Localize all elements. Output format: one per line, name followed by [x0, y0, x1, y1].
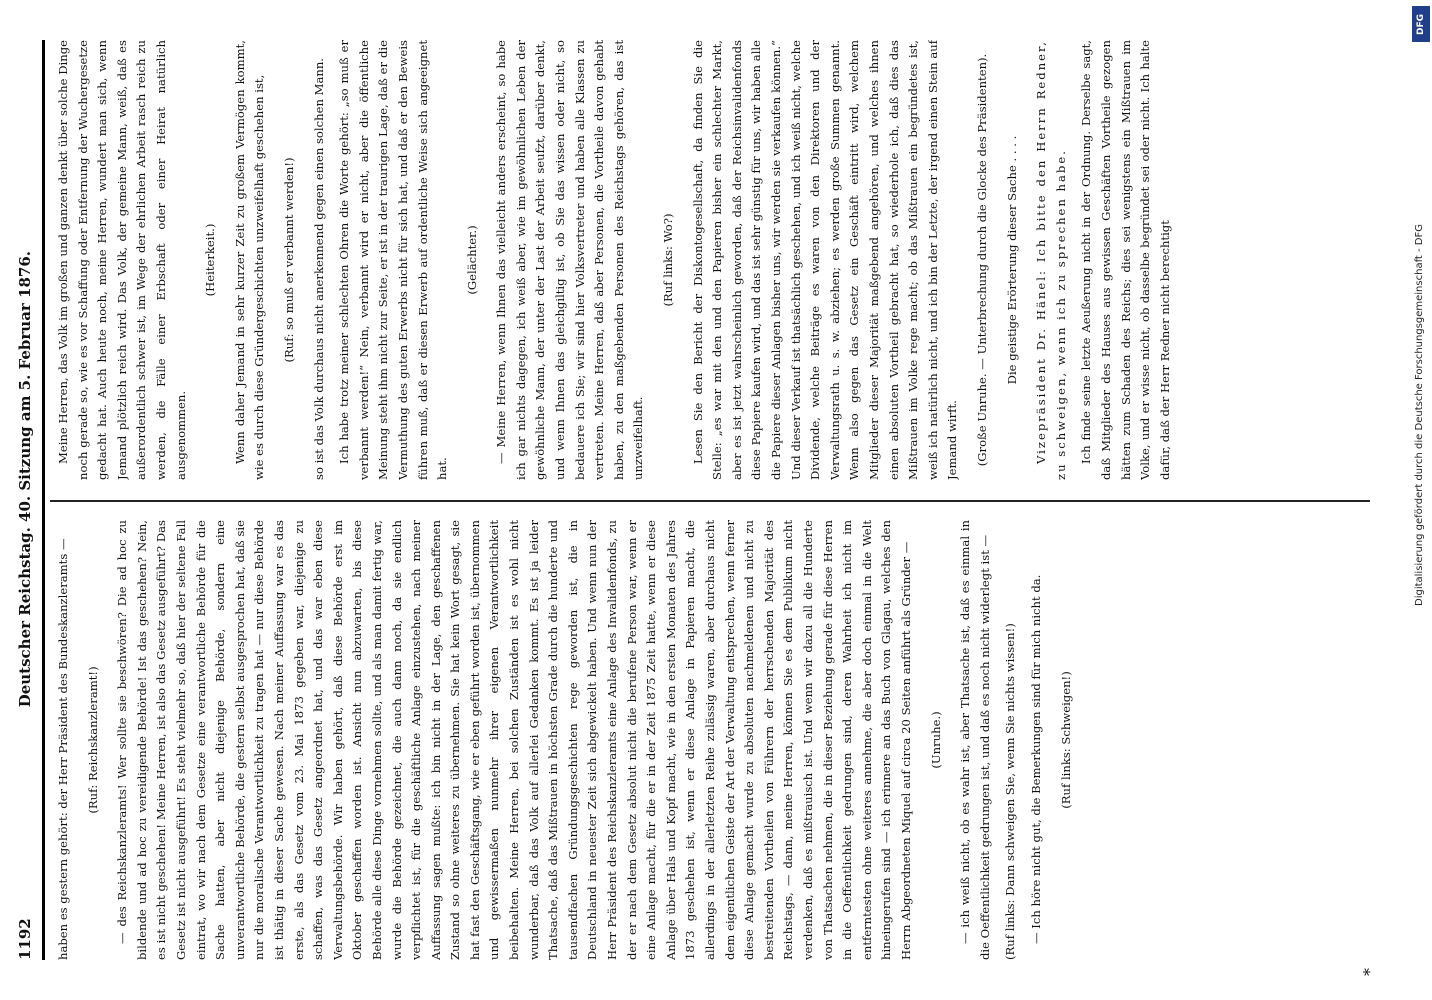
interjection: (Gelächter.): [464, 225, 479, 295]
interjection: (Ruf links: Dann schweigen Sie, wenn Sie nichts wissen!): [1003, 623, 1018, 960]
paragraph: — ich weiß nicht, ob es wahr ist, aber Thatsache ist, daß es einmal in die Oeffentlichkeit gedrungen ist, und daß es noch nicht widerlegt ist —: [958, 520, 992, 960]
right-column: [54, 40, 1374, 480]
paragraph: so ist das Volk durchaus nicht anerkennend gegen einen solchen Mann.: [311, 58, 326, 480]
interjection: (Ruf: Reichskanzleramt!): [85, 666, 100, 814]
column-divider: [50, 500, 1370, 502]
paragraph: Ich finde seine letzte Aeußerung nicht in der Ordnung. Derselbe sagt, daß Mitglieder des Hauses aus gewissen Geschäften Vortheile gezogen hätten zum Schaden des Reichs; dies sei wenigstens ein Mißtrauen im Volke, und er wisse nicht, ob dasselbe begründet sei oder nicht. Ich halte dafür, daß der Herr Redner nicht berechtigt: [1079, 40, 1172, 480]
star-mark: *: [1360, 968, 1379, 976]
page-number: 1192: [16, 918, 34, 960]
digitization-sidebar: [1410, 0, 1432, 1000]
interjection: (Große Unruhe. — Unterbrechung durch die Glocke des Präsidenten).: [974, 53, 989, 467]
dfg-logo-icon: DFG: [1412, 6, 1430, 42]
interjection: (Heiterkeit.): [203, 223, 218, 297]
paragraph: Wenn daher Jemand in sehr kurzer Zeit zu großem Vermögen kommt, wie es durch diese Gründergeschichten unzweifelhaft geschehen ist,: [232, 40, 267, 480]
interjection: (Ruf links: Schweigen!): [1058, 671, 1073, 809]
paragraph: Meine Herren, das Volk im großen und ganzen denkt über solche Dinge noch gerade so, wie es vor Schaffung oder Entfernung der Wuchergesetze gedacht hat. Auch heute noch, meine Herren, wundert man sich, wenn Jemand plötzlich reich wird. Das Volk, der gemeine Mann, weiß, daß es außerordentlich schwer ist, im Wege der ehrlichen Arbeit rasch reich zu werden, die Fälle einer Erbschaft oder einer Heirat natürlich ausgenommen.: [56, 40, 188, 480]
paragraph: — Ich höre nicht gut, die Bemerkungen sind für mich nicht da.: [1028, 574, 1043, 944]
session-title: Deutscher Reichstag. 40. Sitzung am 5. Februar 1876.: [16, 250, 34, 708]
page-header: [16, 40, 38, 960]
paragraph: Lesen Sie den Bericht der Diskontogesellschaft, da finden Sie die Stelle: „es war mit den und den Papieren bisher ein schlechter Markt, aber es ist jetzt wahrscheinlich geworden, daß der Reichsinvalidenfonds diese Papiere kaufen wird, und das ist sehr günstig für uns, wir haben alle die Papiere dieser Anlagen bisher uns, wir werden sie verkaufen können.“ Und dieser Verkauf ist thatsächlich geschehen, und ich weiß nicht, welche Dividende, welche Beiträge es waren von den Direktoren und der Verwaltungsrath u. s. w. abziehen; es werden große Summen genannt. Wenn also gegen das Gesetz ein Geschäft eintritt wird, welchem Mitglieder dieser Majorität maßgebend angehören, und welches ihnen einen absoluten Vortheil gebracht hat, so wiederhole ich, daß dies das Mißtrauen im Volke rege macht; ob das Mißtrauen ein begründetes ist, weiß ich natürlich nicht, und ich bin der Letzte, der irgend einen Stein auf Jemand wirft.: [690, 40, 960, 480]
speaker-paragraph: Vizepräsident Dr. Hänel: Ich bitte den Herrn Redner, zu schweigen, wenn ich zu sprechen habe.: [1034, 40, 1068, 480]
paragraph: — Meine Herren, wenn Ihnen das vielleicht anders erscheint, so habe ich gar nichts dagegen, ich weiß aber, wie im gewöhnlichen Leben der gewöhnliche Mann, der unter der Last der Arbeit seufzt, darüber denkt, und wenn Ihnen das gleichgiltig ist, ob Sie das wissen oder nicht, so bedauere ich Sie; wir sind hier Volksvertreter und haben alle Klassen zu vertreten. Meine Herren, daß aber Personen, die Vortheile davon gehabt haben, zu den maßgebenden Personen des Reichstags gehören, das ist unzweifelhaft.: [494, 40, 646, 480]
left-column: [54, 520, 1374, 960]
digitization-credit: Digitalisierung gefördert durch die Deutsche Forschungsgemeinschaft - DFG: [1414, 223, 1425, 606]
paragraph: — des Reichskanzleramts! Wer sollte sie beschwören? Die ad hoc zu bildende und ad hoc zu vereidigende Behörde! Ist das geschehen? Nein, es ist nicht geschehen! Meine Herren, ist also das Gesetz ausgeführt? Das Gesetz ist nicht ausgeführt! Es steht vielmehr so, daß hier der seltene Fall eintrat, wo wir nach dem Gesetze eine verantwortliche Behörde für die Sache hatten, aber nicht diejenige Behörde, sondern eine unverantwortliche Behörde, die gestern selbst ausgesprochen hat, daß sie nur die moralische Verantwortlichkeit zu tragen hat — nur diese Behörde ist thätig in dieser Sache gewesen. Nach meiner Auffassung war es das erste, als das Gesetz vom 23. Mai 1873 gegeben war, diejenige zu schaffen, was das Gesetz angeordnet hat, und das war eben diese Verwaltungsbehörde. Wir haben gehört, daß diese Behörde erst im Oktober geschaffen worden ist. Ansicht nun abzuwarten, bis diese Behörde alle diese Dinge vornehmen sollte, und als man damit fertig war, wurde die Behörde gezeichnet, die auch dann noch, da sie endlich verpflichtet ist, für die geschäftliche Anlage einzustehen, nach meiner Auffassung sagen mußte: ich bin nicht in der Lage, den geschaffenen Zustand so ohne weiteres zu übernehmen. Sie hat kein Wort gesagt, sie hat fast den Geschäftsgang, wie er eben geführt worden ist, übernommen und gewissermaßen nunmehr ihrer eigenen Verantwortlichkeit beibehalten. Meine Herren, bei solchen Zuständen ist es wohl nicht wunderbar, daß das Volk auf allerlei Gedanken kommt. Es ist ja leider Thatsache, daß das Mißtrauen in höchsten Grade durch die hunderte und tausendfachen Gründungsgeschichten rege geworden ist, die in Deutschland in neuester Zeit sich abgewickelt haben. Und wenn nun der Herr Präsident des Reichskanzleramts eine Anlage des Invalidenfonds, zu der er nach dem Gesetz absolut nicht die berufene Person war, wenn er eine Anlage macht, für die er in der Zeit 1875 Zeit hatte, wenn er diese Anlage über Hals und Kopf macht, wie in den ersten Monaten des Jahres 1873 geschehen ist, wenn er diese Anlage in Papieren macht, die allerdings in der allerletzten Reihe zulässig waren, aber durchaus nicht dem eigentlichen Geiste der Art der Verwaltung entsprechen, wenn ferner diese Anlage gemacht wurde zu absoluten nachmeldenen und nicht zu bestreitenden Vortheilen von Führern der herrschenden Majorität des Reichstags, — dann, meine Herren, können Sie es dem Publikum nicht verdenken, daß es mißtrauisch ist. Und wenn wir dazu all die Hunderte von Thatsachen nehmen, die in dieser Beziehung gerade für diese Herren in die Oeffentlichkeit gedrungen sind, deren Wahrheit ich nicht im entferntesten ohne weiteres annehme, die aber doch einmal in die Welt hineingerufen sind — ich erinnere an das Buch von Glagau, welches den Herrn Abgeordneten Miquel auf circa 20 Seiten anführt als Gründer —: [115, 520, 913, 960]
interjection: (Ruf links: Wo?): [661, 213, 676, 307]
paragraph: Ich habe trotz meiner schlechten Ohren die Worte gehört: „so muß er verbannt werden!“ Nein, verbannt wird er nicht, aber die öffentliche Meinung steht ihm nicht zur Seite, er ist in der traurigen Lage, daß er die Vermuthung des guten Erwerbs nicht für sich hat, und daß er den Beweis führen muß, daß er diesen Erwerb auf ordentliche Weise sich angeeignet hat.: [337, 40, 450, 480]
paragraph: haben es gestern gehört: der Herr Präsident des Bundeskanzleramts —: [56, 538, 70, 960]
paragraph: Die geistige Erörterung dieser Sache . . . .: [1004, 135, 1019, 385]
header-rule: [42, 40, 45, 960]
interjection: (Unruhe.): [928, 711, 943, 769]
interjection: (Ruf: so muß er verbannt werden!): [281, 157, 296, 363]
